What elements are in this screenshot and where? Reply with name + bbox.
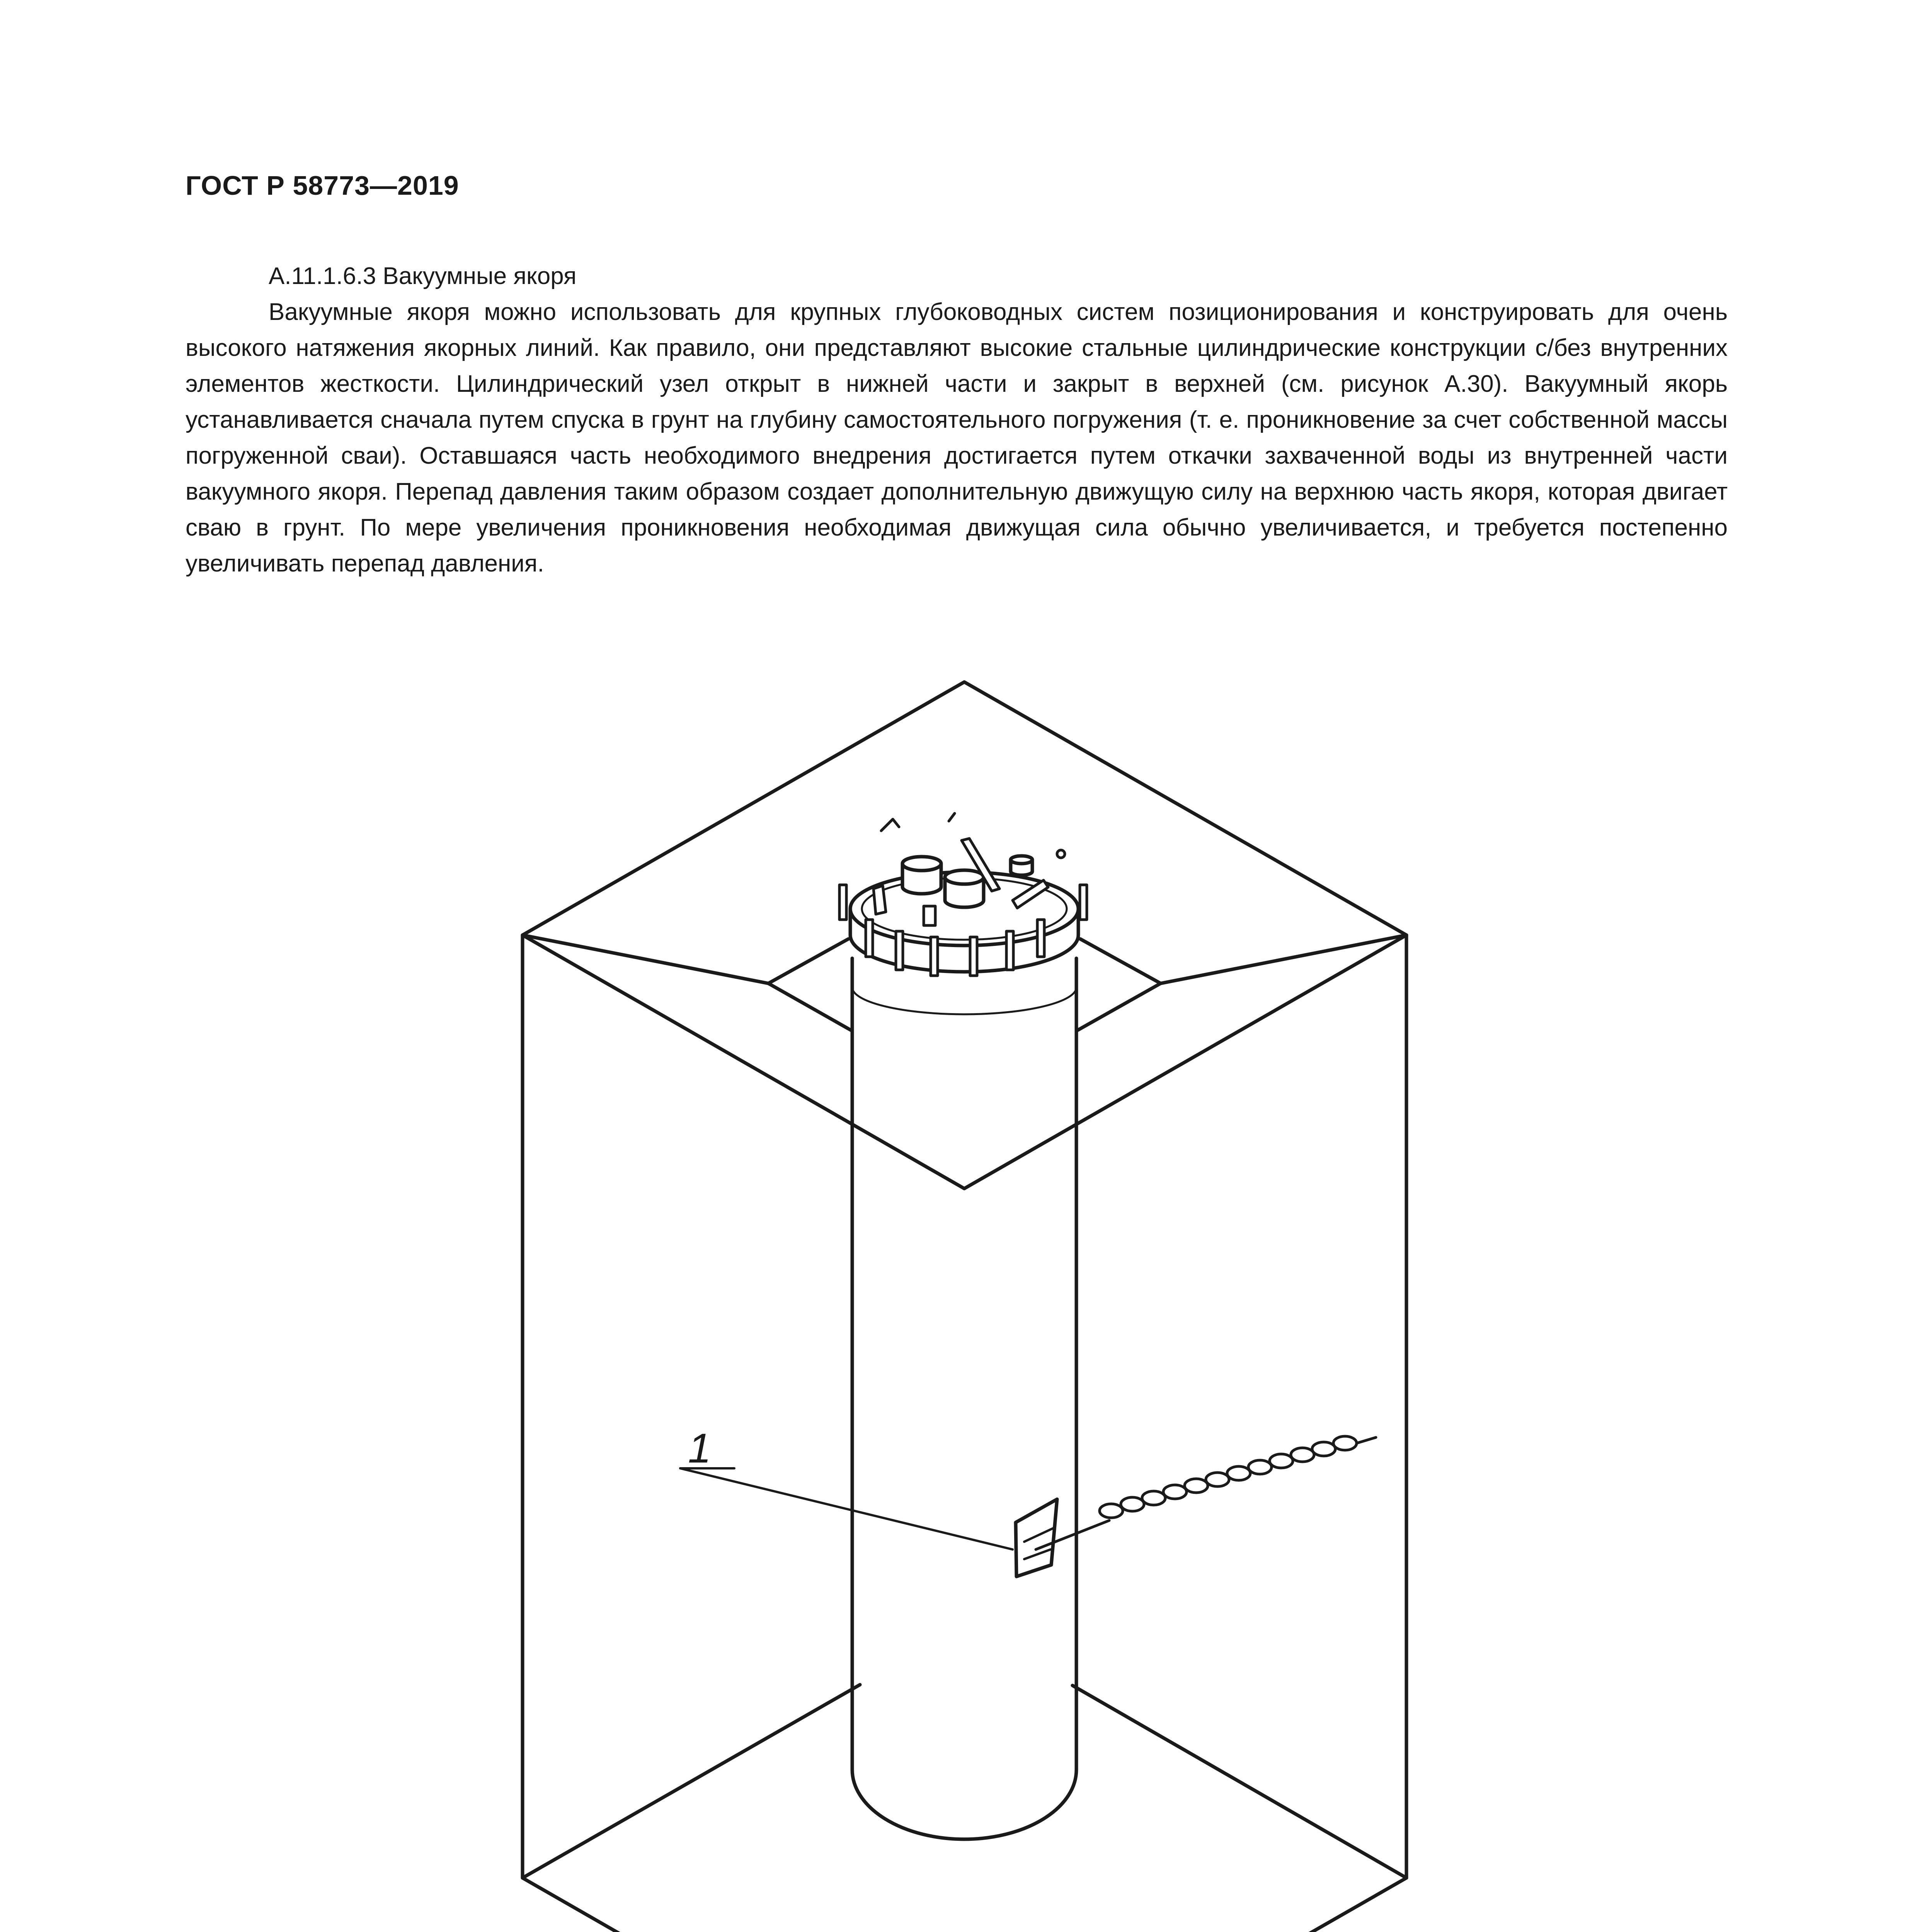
section-heading: А.11.1.6.3 Вакуумные якоря	[269, 263, 577, 289]
padeye	[1016, 1499, 1057, 1577]
section-paragraph: Вакуумные якоря можно использовать для крупных глубоководных систем позиционирования и конструировать для очень высокого натяжения якорных линий. Как правило, они представляют высокие стальные цилиндрические конструкции с/без внутренних элементов жесткости. Цилиндрический узел открыт в нижней части и закрыт в верхней (см. рисунок А.30). Вакуумный якорь устанавливается сначала путем спуска в грунт на глубину самостоятельного погружения (т. е. проникновение за счет собственной массы погруженной сваи). Оставшаяся часть необходимого внедрения достигается путем откачки захваченной воды из внутренней части вакуумного якоря. Перепад давления таким образом создает дополнительную движущую силу на верхнюю часть якоря, которая двигает сваю в грунт. По мере увеличения проникновения необходимая движущая сила обычно увеличивается, и требуется постепенно увеличивать перепад давления.	[186, 299, 1728, 577]
callout-label-1: 1	[688, 1425, 712, 1471]
callout-leader	[680, 1468, 1013, 1549]
document-code: ГОСТ Р 58773—2019	[186, 170, 459, 201]
mooring-chain	[1036, 1436, 1376, 1549]
